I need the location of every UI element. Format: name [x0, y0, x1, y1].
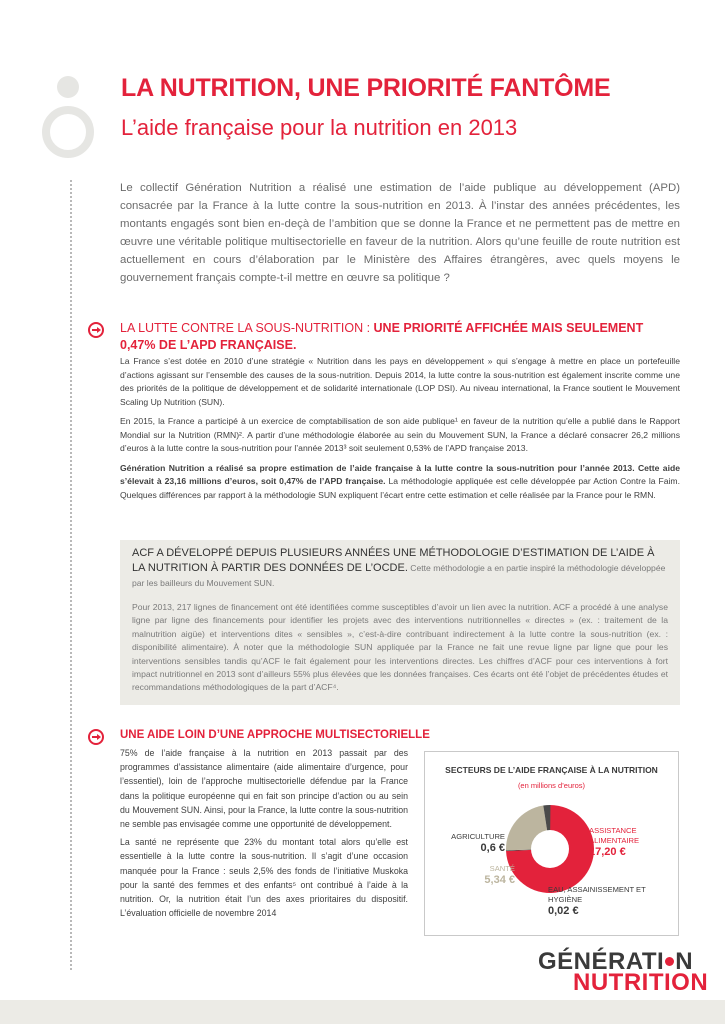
dotted-divider: [70, 180, 72, 970]
section1-heading-plain: LA LUTTE CONTRE LA SOUS-NUTRITION :: [120, 321, 374, 335]
donut-hole: [531, 830, 569, 868]
chart-title: SECTEURS DE L’AIDE FRANÇAISE À LA NUTRITION: [445, 765, 658, 775]
page-subtitle: L’aide française pour la nutrition en 2013: [121, 115, 518, 140]
section2-paragraph-1: 75% de l’aide française à la nutrition en 2013 passait par des programmes d’assistance alimentaire (aide alimentaire d’urgence, pour l’essentiel), loin de l’approche multisectorielle défendue par la France dans la politique européenne qui en fait son principe d’action ou au sein du Mouvement SUN. Ainsi, pour la France, la lutte contre la sous-nutrition ne semble pas envisagée comme une opportunité de développement.: [120, 748, 408, 830]
section2-paragraph-2: La santé ne représente que 23% du montant total alors qu’elle est essentielle à la lutte contre la sous-nutrition. Il s’agit d’une occasion manquée pour la France : seuls 2,5% des fonds de l’initiative Muskoka pour la santé des femmes et des enfants⁵ ont contribué à l’aide à la nutrition. Or, la nutrition était l’un des axes prioritaires du dispositif. L’évaluation officielle de novembre 2014: [120, 837, 408, 919]
box-heading-note: Cette méthodologie a en partie inspiré la méthodologie développée par les bailleurs du Mouvement SUN.: [132, 563, 666, 588]
page-title: LA NUTRITION, UNE PRIORITÉ FANTÔME: [121, 74, 611, 102]
logo-dot-icon: [665, 957, 674, 966]
sector-chart: [424, 751, 679, 936]
arrow-right-icon: [88, 729, 104, 745]
decorative-dot: [57, 76, 79, 98]
section1-paragraph-3: [120, 462, 680, 503]
intro-paragraph: Le collectif Génération Nutrition a réalisé une estimation de l’aide publique au développement (APD) consacrée par la France à la lutte contre la sous-nutrition en 2013. À l’instar des années précédentes, les montants engagés sont bien en-deçà de l’ambition que se donne la France et ne permettent pas de mettre en œuvre une véritable politique multisectorielle en faveur de la nutrition. Alors qu’une feuille de route nutrition est actuellement en cours d’élaboration par le Ministère des Affaires étrangères, avec quels moyens le gouvernement français compte-t-il mettre en œuvre sa politique ?: [120, 182, 680, 284]
section1-paragraph-3-rest: La méthodologie appliquée est celle développée par Action Contre la Faim. Quelques différences par rapport à la méthodologie SUN expliquent l’écart entre cette estimation et celle réalisée par la France pour le RMN.: [120, 476, 680, 500]
decorative-ring: [42, 106, 94, 158]
section2-heading: UNE AIDE LOIN D’UNE APPROCHE MULTISECTORIELLE: [120, 729, 430, 741]
label-sante-name: SANTÉ: [489, 864, 515, 873]
label-assistance-name: ASSISTANCE ALIMENTAIRE: [589, 826, 640, 845]
label-sante-value: 5,34 €: [484, 874, 515, 886]
donut-chart: [505, 804, 595, 894]
section1-body: [120, 355, 680, 508]
section1-paragraph-2: En 2015, la France a participé à un exercice de comptabilisation de son aide publique¹ en faveur de la nutrition qu’elle a publié dans le Rapport Mondial sur la Nutrition (RMN)². A partir d’une méthodologie élaborée au sein du Mouvement SUN, la France a déclaré consacrer 26,2 millions d’euros à la lutte contre la sous-nutrition pour l’année 2013³ soit seulement 0,53% de l’APD française 2013.: [120, 416, 680, 453]
label-agriculture-name: AGRICULTURE: [451, 832, 505, 841]
logo-nutrition: NUTRITION: [573, 969, 709, 996]
arrow-right-icon: [88, 322, 104, 338]
methodology-box-heading: [132, 546, 668, 591]
methodology-box: [120, 540, 680, 705]
label-sante: [455, 864, 515, 886]
chart-subtitle: (en millions d’euros): [517, 781, 586, 790]
section1-heading: [120, 320, 680, 354]
label-assistance: [589, 826, 659, 858]
label-agriculture: [430, 832, 505, 854]
section1-heading-bold: UNE PRIORITÉ AFFICHÉE MAIS SEULEMENT 0,47% DE L’APD FRANÇAISE.: [120, 321, 644, 352]
label-eau-value: 0,02 €: [548, 905, 579, 917]
logo-text-b: N: [675, 948, 694, 975]
label-eau: [548, 885, 658, 917]
section2-body: [120, 746, 408, 924]
section1-paragraph-1: La France s’est dotée en 2010 d’une stratégie « Nutrition dans les pays en développement » qui s’engage à mettre en place un portefeuille d’actions agissant sur l’ensemble des causes de la sous-nutrition. Depuis 2014, la lutte contre la sous-nutrition est également inscrite comme une des priorités de la politique de développement et de solidarité internationale (LOP DSI). Au niveau international, la France soutient le Mouvement Scaling Up Nutrition (SUN).: [120, 356, 680, 407]
box-heading-text: ACF A DÉVELOPPÉ DEPUIS PLUSIEURS ANNÉES UNE MÉTHODOLOGIE D’ESTIMATION DE L’AIDE À LA NUTRITION À PARTIR DES DONNÉES DE L’OCDE.: [132, 547, 655, 574]
label-assistance-value: 17,20 €: [589, 846, 626, 858]
logo-text-a: GÉNÉRATI: [538, 948, 665, 975]
methodology-box-body: Pour 2013, 217 lignes de financement ont été identifiées comme susceptibles d’avoir un lien avec la nutrition. ACF a procédé à une analyse ligne par ligne des financements pour identifier les projets avec des interventions nutritionnelles « directes » (ex. : traitement de la malnutrition aigüe) et interventions dites « sensibles », c’est-à-dire contribuant indirectement à la lutte contre la sous-nutrition (ex. : disponibilité alimentaire). À noter que la méthodologie SUN appliquée par la France ne fait une revue ligne par ligne que pour les interventions sensibles tandis qu’ACF le fait également pour les interventions directes. Les chiffres d’ACF pour ces interventions à fort impact nutritionnel en 2013 sont d’ailleurs 55% plus élevées que les données françaises. Ces écarts ont été l’objet de précédentes études et recommandations méthodologiques de la part d’ACF⁴.: [132, 602, 668, 693]
label-eau-name: EAU, ASSAINISSEMENT ET HYGIÈNE: [548, 885, 646, 904]
label-agriculture-value: 0,6 €: [480, 842, 505, 854]
section1-paragraph-3-bold: Génération Nutrition a réalisé sa propre estimation de l’aide française à la lutte contre la sous-nutrition pour l’année 2013. Cette aide s’élevait à 23,16 millions d’euros, soit 0,47% de l’APD française.: [120, 462, 680, 486]
footer-bar: [0, 1000, 725, 1024]
